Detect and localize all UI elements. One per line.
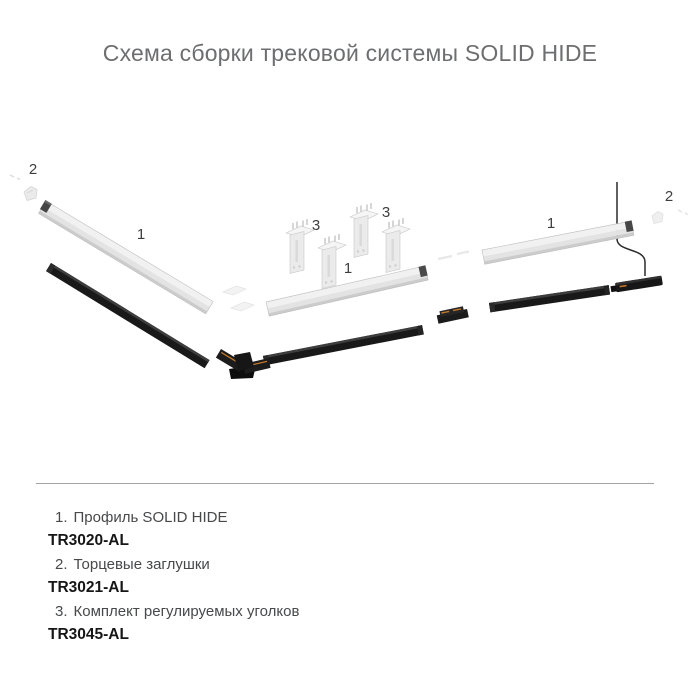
legend <box>48 509 648 650</box>
legend-item-code: TR3045-AL <box>48 626 129 643</box>
profile-left <box>38 200 214 314</box>
legend-item-number: 1. <box>55 509 68 526</box>
profile-right <box>482 220 635 264</box>
callout-brackets-a: 3 <box>311 217 321 234</box>
legend-item-label: Профиль SOLID HIDE <box>73 509 228 526</box>
track-middle <box>263 325 424 365</box>
mounting-bracket <box>382 218 410 273</box>
legend-item-label-line <box>48 509 648 527</box>
ghost-joint-marks <box>438 252 469 260</box>
straight-connector <box>436 306 469 324</box>
legend-item-code: TR3020-AL <box>48 532 129 549</box>
track-left <box>46 263 210 368</box>
legend-item <box>48 603 648 644</box>
legend-item-code: TR3021-AL <box>48 579 129 596</box>
legend-item <box>48 556 648 597</box>
ghost-corner-covers <box>223 286 254 311</box>
mounting-bracket <box>318 234 346 289</box>
callout-right-endcap: 2 <box>664 188 674 205</box>
callout-brackets-b: 3 <box>381 204 391 221</box>
power-feed-connector <box>610 276 663 294</box>
mounting-bracket <box>350 203 378 258</box>
legend-item-label: Торцевые заглушки <box>73 556 210 573</box>
end-cap-right-icon <box>652 210 688 224</box>
legend-item-label: Комплект регулируемых уголков <box>73 603 300 620</box>
legend-item-number: 3. <box>55 603 68 620</box>
legend-item-label-line <box>48 556 648 574</box>
legend-item-number: 2. <box>55 556 68 573</box>
legend-item <box>48 509 648 550</box>
track-right <box>489 285 610 312</box>
callout-middle-profile: 1 <box>343 260 353 277</box>
callout-left-endcap: 2 <box>28 161 38 178</box>
legend-divider <box>36 483 654 484</box>
corner-connector <box>216 349 271 379</box>
callout-left-profile: 1 <box>136 226 146 243</box>
page-title: Схема сборки трековой системы SOLID HIDE <box>102 40 598 66</box>
end-cap-left-icon <box>10 175 37 201</box>
mounting-bracket <box>286 219 314 274</box>
callout-right-profile: 1 <box>546 215 556 232</box>
legend-item-label-line <box>48 603 648 621</box>
assembly-diagram <box>0 140 700 475</box>
